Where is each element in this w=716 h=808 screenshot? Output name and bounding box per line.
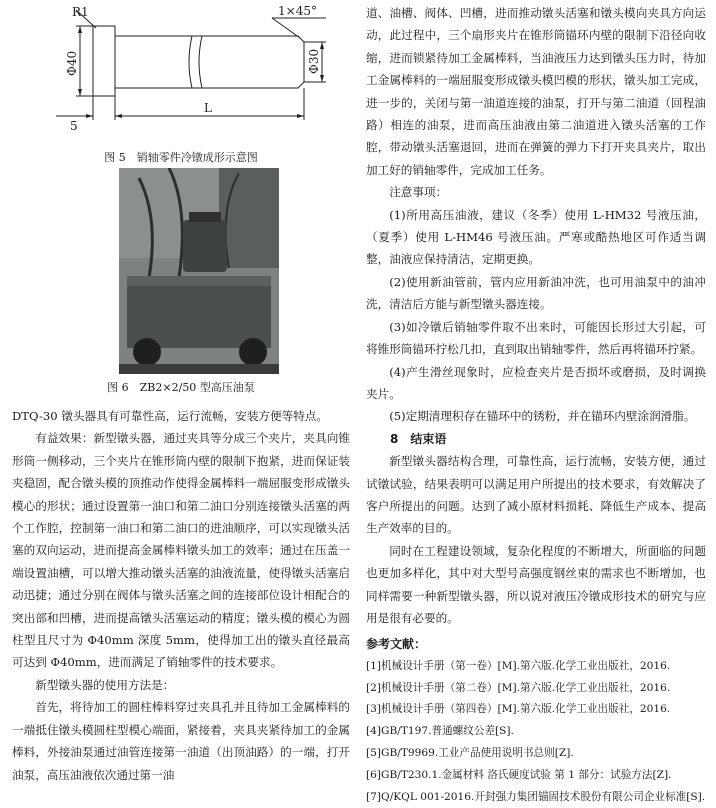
- reference-item: [4]GB/T197.普通螺纹公差[S].: [366, 725, 514, 738]
- pin-head-outline: [93, 26, 115, 96]
- hydraulic-pump-photo: [119, 168, 279, 374]
- reference-item: [3]机械设计手册（第四卷）[M].第六版.化学工业出版社，2016.: [366, 703, 671, 716]
- figure-6-caption: 图 6 ZB2×2/50 型高压油泵: [107, 381, 255, 394]
- note-2: (2)使用新油管前，管内应用新油冲洗，也可用油泵中的油冲洗，清洁后方能与新型镦头器连接。: [366, 274, 706, 312]
- paragraph-usage-steps: 首先，将待加工的圆柱棒料穿过夹具孔并且待加工金属棒料的一端抵住镦头模圆柱型模心端面，紧接着，夹具夹紧待加工的金属棒料，外接油泵通过油管连接第一油道（出顶油路）的一端，打开油泵，高压油液依次通过第一油: [12, 700, 350, 782]
- phi40-label: Φ40: [65, 50, 79, 76]
- right-column: [366, 2, 706, 808]
- chamfer-label: 1×45°: [278, 4, 317, 18]
- section-8-heading: 8 结束语: [390, 431, 447, 446]
- pin-drawing-figure: [36, 2, 348, 148]
- reference-item: [7]Q/KQL 001-2016.开封强力集团锚固技术股份有限公司企业标准[S].: [366, 790, 706, 803]
- paragraph-benefits: 有益效果：新型镦头器，通过夹具等分成三个夹片，夹具向锥形筒一侧移动，三个夹片在锥形筒内壁的限制下抱紧，进而保证装夹稳固，配合镦头模的顶推动作使得金属棒料一端屈服变形成镦头模心的形状；通过设置第一油口和第二油口分别连接镦头活塞的两个工作腔，控制第一油口和第二油口的进油顺序，可以实现镦头活塞的双向运动，进而提高金属棒料镦头加工的效率；通过在压盖一端设置油槽，可以增大推动镦头活塞的油液流量，使得镦头活塞启动迅捷；通过分别在阀体与镦头活塞之间的连接部位设计相配合的突出部和凹槽，进而提高镦头活塞运动的精度；镦头模的模心为圆柱型且尺寸为 Φ40mm 深度 5mm，使得加工出的镦头直径最高可达到 Φ40mm，进而满足了销轴零件的技术要求。: [12, 431, 350, 670]
- note-5: (5)定期清理积存在锚环中的锈粉，并在锚环内壁涂润滑脂。: [389, 409, 696, 424]
- reference-item: [5]GB/T9969.工业产品使用说明书总则[Z].: [366, 746, 574, 759]
- references-list: [366, 656, 706, 808]
- paragraph-usage-intro: 新型镦头器的使用方法是：: [35, 677, 175, 692]
- r1-label: R1: [72, 5, 89, 19]
- note-1: (1)所用高压油液，建议（冬季）使用 L-HM32 号液压油，（夏季）使用 L-HM46 号液压油。严寒或酷热地区可作适当调整，油液应保持清洁，定期更换。: [366, 207, 706, 267]
- pump-illustration: [119, 168, 279, 374]
- figure-5-caption: 图 5 销轴零件冷镦成形示意图: [104, 151, 258, 164]
- conclusion-paragraph-2: 同时在工程建设领域，复杂化程度的不断增大，所面临的问题也更加多样化，其中对大型号高强度钢丝束的需求也不断增加，也同样需要一种新型镦头器，所以说对液压冷镦成形技术的研究与应用是很有必要的。: [366, 543, 706, 625]
- phi30-label: Φ30: [307, 48, 321, 74]
- dim-L-label: L: [204, 101, 212, 115]
- reference-item: [1]机械设计手册（第一卷）[M].第六版.化学工业出版社，2016.: [366, 659, 671, 672]
- references-heading: 参考文献：: [366, 637, 427, 652]
- dim-5-label: 5: [70, 119, 78, 133]
- break-line-left: [189, 36, 192, 88]
- paragraph-reliability: DTQ-30 镦头器具有可靠性高，运行流畅，安装方便等特点。: [12, 409, 328, 423]
- reference-item: [6]GB/T230.1.金属材料 洛氏硬度试验 第 1 部分：试验方法[Z].: [366, 768, 672, 781]
- note-3: (3)如冷镦后销轴零件取不出来时，可能因长形过大引起，可将锥形筒锚环拧松几扣，直到取出销轴零件，然后再将锚环拧紧。: [366, 319, 706, 357]
- conclusion-paragraph-1: 新型镦头器结构合理，可靠性高，运行流畅，安装方便，通过试镦试验，结果表明可以满足用户所提出的技术要求，有效解决了客户所提出的问题。达到了减小原材料损耗、降低生产成本、提高生产效率的目的。: [366, 454, 706, 536]
- note-4: (4)产生滑丝现象时，应检查夹片是否损坏或磨损，及时调换夹片。: [366, 364, 706, 401]
- reference-item: [2]机械设计手册（第二卷）[M].第六版.化学工业出版社，2016.: [366, 681, 671, 694]
- pin-shaft-outline: [115, 36, 304, 88]
- notes-heading: 注意事项：: [389, 185, 448, 200]
- break-line-right: [199, 36, 202, 88]
- paragraph-process-continued: 道、油槽、阀体、凹槽，进而推动镦头活塞和镦头模向夹具方向运动，此过程中，三个扇形夹片在锥形筒锚环内壁的限制下沿径向收缩，进而锁紧待加工金属棒料，当油液压力达到镦头压力时，待加工金属棒料的一端屈服变形成镦头模凹模的形状，镦头加工完成，进一步的，关闭与第一油道连接的油泵，打开与第二油道（回程油路）相连的油泵，进而高压油液由第二油道进入镦头活塞的工作腔，带动镦头活塞退回，进而在弹簧的弹力下打开夹具夹片，取出加工好的销轴零件，完成加工任务。: [366, 6, 706, 177]
